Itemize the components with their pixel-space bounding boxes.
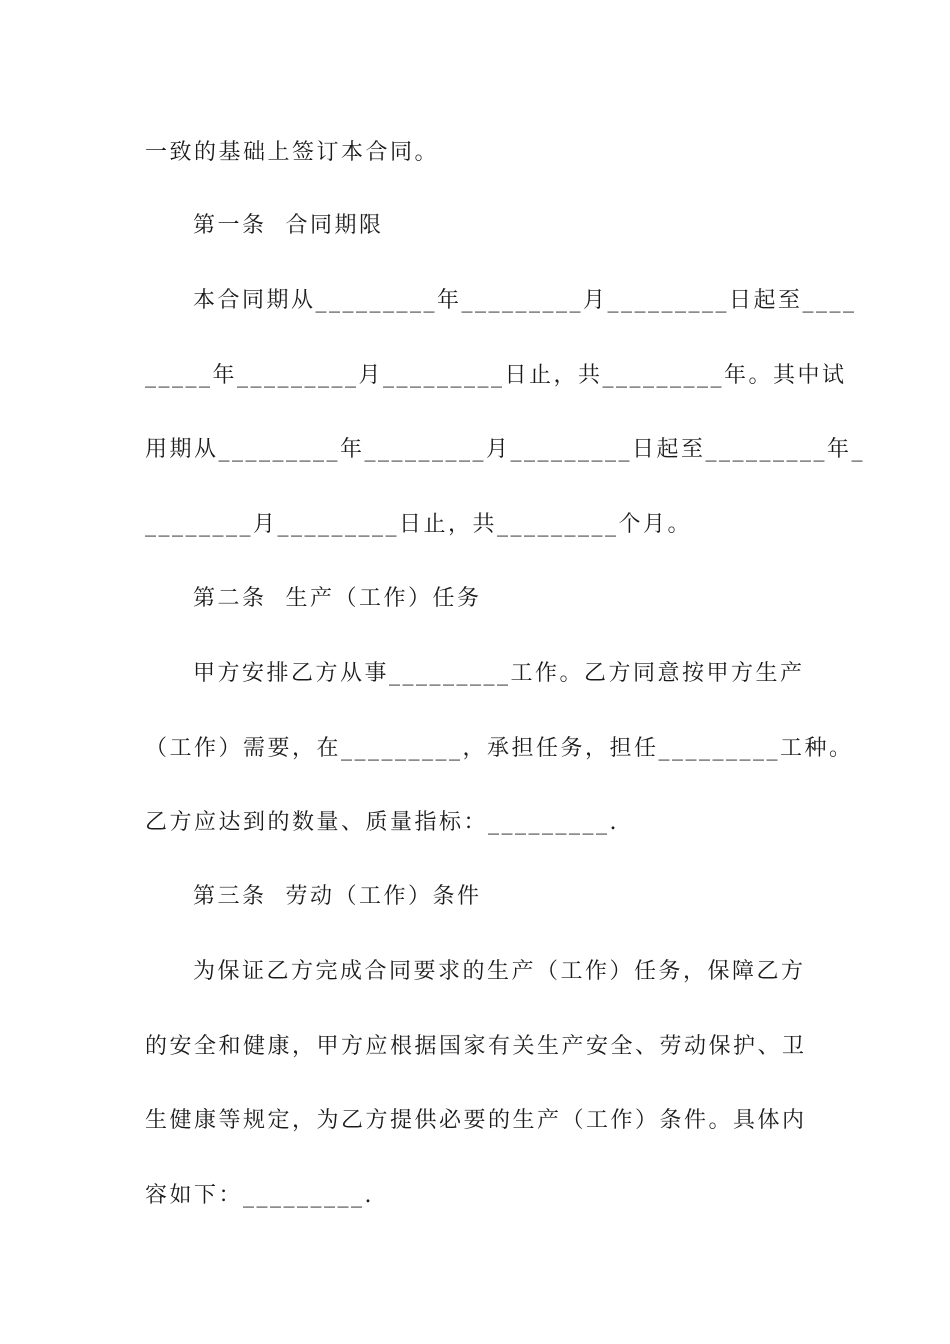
article-1-heading: 第一条 合同期限	[193, 213, 384, 238]
article-2-heading: 第二条 生产（工作）任务	[193, 586, 482, 611]
paragraph-line: _____年_________月_________日止，共_________年。其中试	[145, 363, 847, 388]
paragraph-line: 的安全和健康，甲方应根据国家有关生产安全、劳动保护、卫	[145, 1034, 807, 1059]
paragraph-line: 为保证乙方完成合同要求的生产（工作）任务，保障乙方	[193, 959, 806, 984]
paragraph-line: 生健康等规定，为乙方提供必要的生产（工作）条件。具体内	[145, 1108, 807, 1133]
paragraph-line: 甲方安排乙方从事_________工作。乙方同意按甲方生产	[193, 661, 805, 686]
paragraph-line: 本合同期从_________年_________月_________日起至____	[193, 288, 857, 313]
paragraph-line: 用期从_________年_________月_________日起至_________年_	[145, 437, 866, 462]
paragraph-line: 容如下：_________.	[145, 1183, 374, 1208]
paragraph-line: ________月_________日止，共_________个月。	[145, 512, 693, 537]
paragraph-line: 乙方应达到的数量、质量指标：_________.	[145, 810, 619, 835]
paragraph-line: 一致的基础上签订本合同。	[145, 140, 440, 165]
article-3-heading: 第三条 劳动（工作）条件	[193, 884, 482, 909]
paragraph-line: （工作）需要，在_________，承担任务，担任_________工种。	[145, 736, 854, 761]
